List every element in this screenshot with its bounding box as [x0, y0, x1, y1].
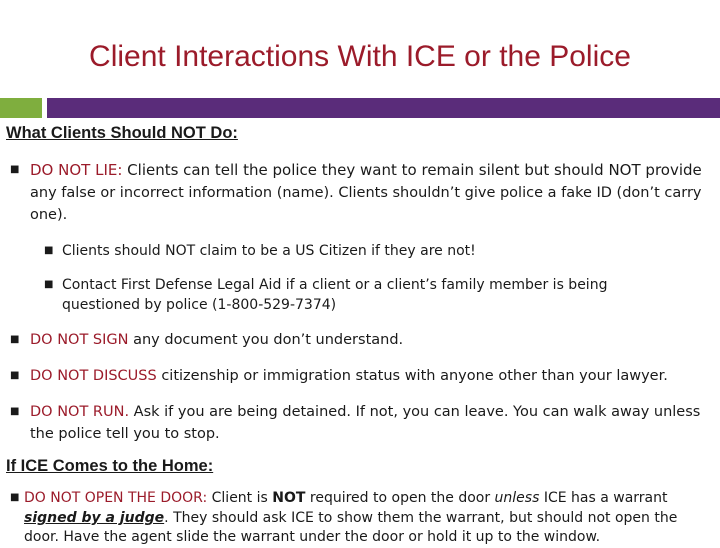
square-bullet-icon: ■ — [44, 245, 54, 256]
item-label: DO NOT RUN. — [30, 404, 130, 420]
sub-item-us-citizen: Clients should NOT claim to be a US Citizen if they are not! — [62, 243, 476, 259]
slide-title: Client Interactions With ICE or the Police — [89, 40, 631, 73]
item-label: DO NOT OPEN THE DOOR: — [24, 490, 208, 506]
square-bullet-icon: ■ — [44, 279, 54, 290]
item-text: ICE has a warrant — [539, 490, 668, 506]
emphasis-signed-by-judge: signed by a judge — [24, 510, 165, 526]
item-text: Clients can tell the police they want to remain silent but should NOT provide — [122, 161, 702, 179]
item-text-line: the police tell you to stop. — [30, 426, 220, 442]
item-text: Client is — [207, 490, 273, 506]
emphasis-unless: unless — [494, 490, 540, 506]
item-text-line: door. Have the agent slide the warrant under the door or hold it up to the window. — [24, 529, 601, 545]
item-do-not-lie — [30, 159, 702, 181]
square-bullet-icon: ■ — [10, 406, 20, 417]
sub-item-legal-aid-line2: questioned by police (1-800-529-7374) — [62, 297, 337, 313]
section-heading-ice-home: If ICE Comes to the Home: — [6, 457, 214, 475]
square-bullet-icon: ■ — [10, 334, 20, 345]
item-text: any document you don’t understand. — [128, 332, 404, 348]
item-label: DO NOT LIE: — [30, 161, 123, 179]
item-label: DO NOT SIGN — [30, 332, 129, 348]
square-bullet-icon: ■ — [10, 370, 20, 381]
accent-bar-purple — [47, 98, 720, 118]
accent-bar-green — [0, 98, 42, 118]
section-heading-not-do: What Clients Should NOT Do: — [6, 124, 238, 142]
square-bullet-icon: ■ — [10, 164, 20, 175]
item-do-not-open-door — [24, 487, 668, 509]
item-text: Ask if you are being detained. If not, you can leave. You can walk away unless — [129, 404, 701, 420]
item-text-line: one). — [30, 207, 68, 223]
item-do-not-discuss — [30, 365, 668, 387]
item-text: required to open the door — [305, 490, 495, 506]
item-do-not-run — [30, 401, 700, 423]
item-do-not-sign — [30, 329, 403, 351]
item-text: . They should ask ICE to show them the warrant, but should not open the — [164, 510, 678, 526]
item-text-line: any false or incorrect information (name). Clients shouldn’t give police a fake ID (don’t carry — [30, 185, 702, 201]
item-label: DO NOT DISCUSS — [30, 368, 157, 384]
square-bullet-icon: ■ — [10, 492, 20, 503]
sub-item-legal-aid: Contact First Defense Legal Aid if a client or a client’s family member is being — [62, 277, 608, 293]
item-text: citizenship or immigration status with anyone other than your lawyer. — [156, 368, 668, 384]
emphasis-not: NOT — [272, 490, 306, 506]
